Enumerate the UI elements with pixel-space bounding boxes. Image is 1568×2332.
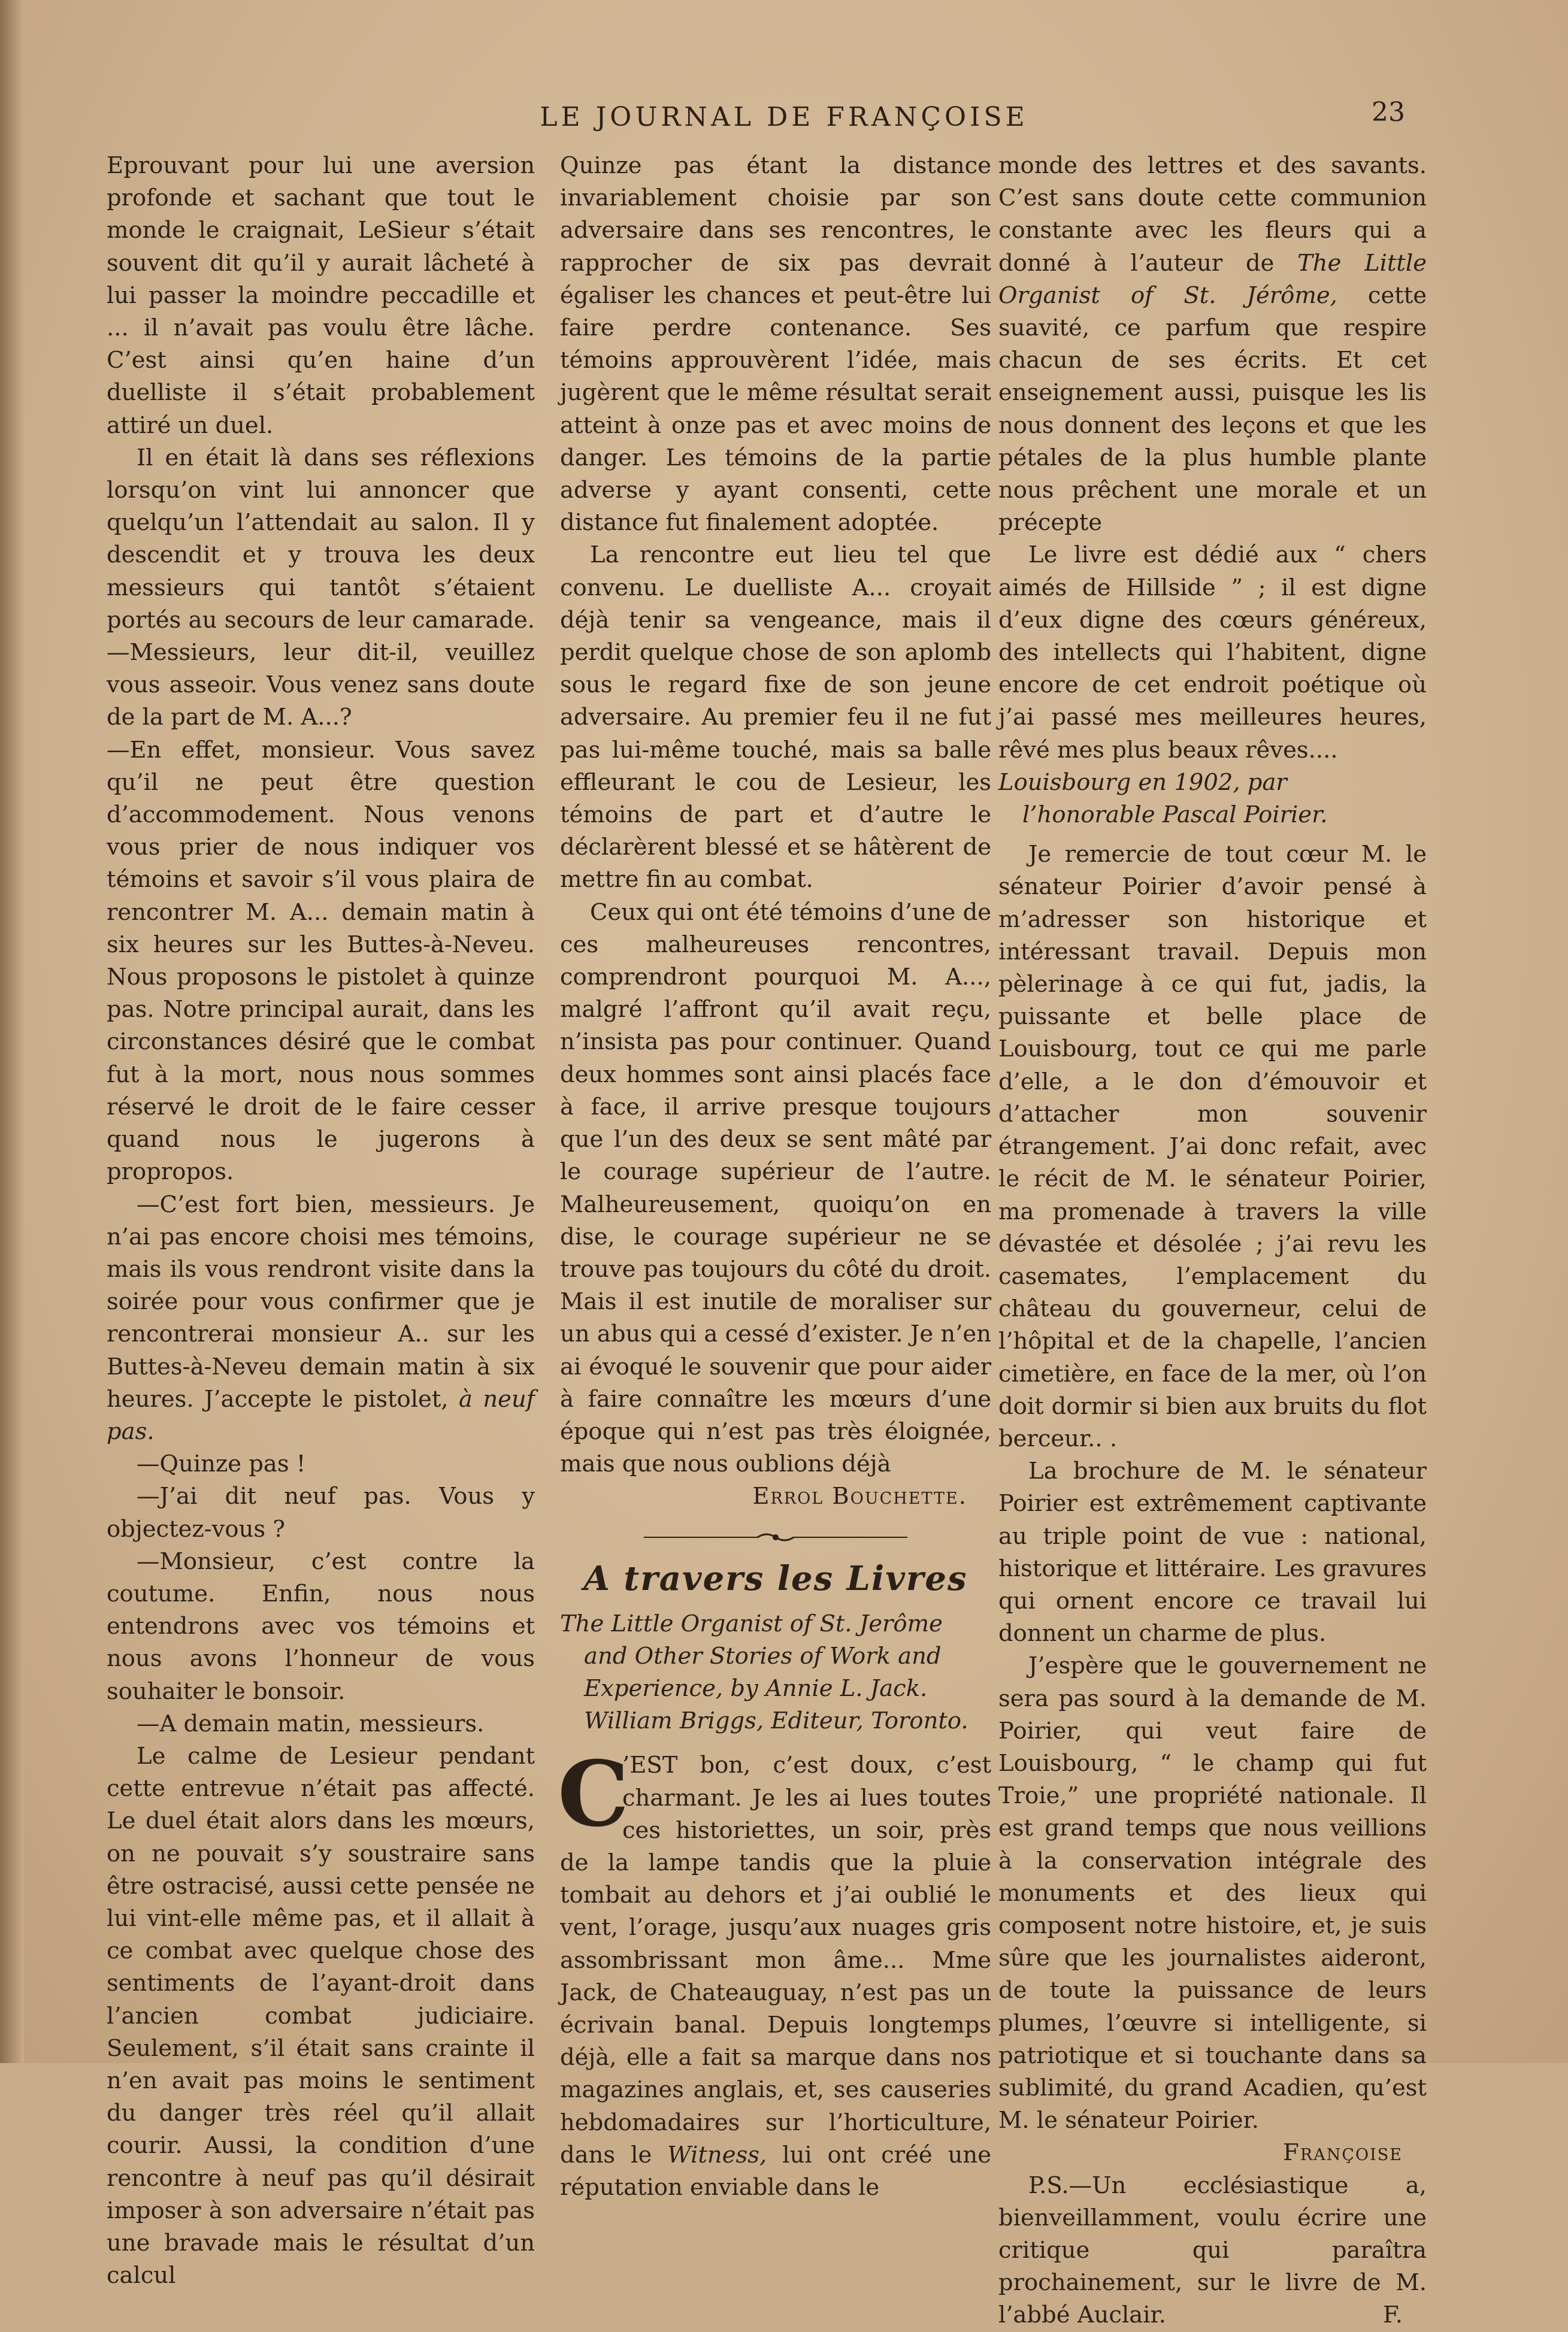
section-title: A travers les Livres xyxy=(583,1558,968,1598)
running-title: LE JOURNAL DE FRANÇOISE xyxy=(540,102,1028,132)
italic-run: Witness, xyxy=(667,2141,767,2169)
column-3 xyxy=(998,150,1427,2332)
italic-run: à neuf pas. xyxy=(107,1385,535,1445)
paragraph: Il en était là dans ses réflexions lorsqu’on vint lui annoncer que quelqu’un l’attendait au salon. Il y descendit et y trouva les deux messieurs qui tantôt s’étaient portés au secours de leur camarade.—Messieurs, leur dit-il, veuillez vous asseoir. Vous venez sans doute de la part de M. A...? xyxy=(107,444,535,731)
drop-cap: C xyxy=(558,1742,629,1848)
column-2 xyxy=(560,150,991,2204)
text-run: monde des lettres et des savants. C’est sans doute cette communion constante avec les fleurs qui a donné à l’auteur de xyxy=(998,152,1427,277)
author-signature: Françoise xyxy=(1283,2139,1403,2167)
page-header xyxy=(0,97,1568,144)
postscript xyxy=(998,2170,1427,2332)
paragraph: Le livre est dédié aux “ chers aimés de Hillside ” ; il est digne d’eux digne des cœurs généreux, des intellects qui l’habitent, digne encore de cet endroit poétique où j’ai passé mes meilleures heures, rêvé mes plus beaux rêves.... xyxy=(998,541,1427,764)
divider-ornament xyxy=(644,1530,907,1544)
text-run: cette suavité, ce parfum que respire chacun de ses écrits. Et cet enseignement aussi, puisque les lis nous donnent des leçons et que les pétales de la plus humble plante nous prêchent une morale et un précepte xyxy=(998,281,1427,537)
paragraph xyxy=(107,1189,535,1449)
book-reference: Louisbourg en 1902, par l’honorable Pascal Poirier. xyxy=(998,768,1328,829)
paragraph: Je remercie de tout cœur M. le sénateur Poirier d’avoir pensé à m’adresser son historique et intéressant travail. Depuis mon pèlerinage à ce qui fut, jadis, la puissante et belle place de Louisbourg, tout ce qui me parle d’elle, a le don d’émouvoir et d’attacher mon souvenir étrangement. J’ai donc refait, avec le récit de M. le sénateur Poirier, ma promenade à travers la ville dévastée et désolée ; j’ai revu les casemates, l’emplacement du château du gouverneur, celui de l’hôpital et de la chapelle, l’ancien cimetière, en face de la mer, où l’on doit dormir si bien aux bruits du flot berceur.. . xyxy=(998,841,1427,1452)
page-edge-shadow xyxy=(0,0,24,2063)
paragraph: Le calme de Lesieur pendant cette entrevue n’était pas affecté. Le duel était alors dans les mœurs, on ne pouvait s’y soustraire sans être ostracisé, aussi cette pensée ne lui vint-elle même pas, et il allait à ce combat avec quelque chose des sentiments de l’ayant-droit dans l’ancien combat judiciaire. Seulement, s’il était sans crainte il n’en avait pas moins le sentiment du danger très réel qu’il allait courir. Aussi, la condition d’une rencontre à neuf pas qu’il désirait imposer à son adversaire n’était pas une bravade mais le résultat d’un calcul xyxy=(107,1742,535,2289)
text-run: lui ont créé une réputation enviable dans le xyxy=(560,2141,992,2201)
page-number: 23 xyxy=(1372,97,1405,128)
postscript-initial: F. xyxy=(1383,2301,1403,2329)
paragraph: —J’ai dit neuf pas. Vous y objectez-vous ? xyxy=(107,1483,535,1543)
paragraph: —Monsieur, c’est contre la coutume. Enfin, nous nous entendrons avec vos témoins et nous avons l’honneur de vous souhaiter le bonsoir. xyxy=(107,1547,535,1705)
paragraph: La brochure de M. le sénateur Poirier est extrêmement captivante au triple point de vue : national, historique et littéraire. Les gravures qui ornent encore ce travail lui donnent un charme de plus. xyxy=(998,1458,1427,1647)
text-run: ’EST bon, c’est doux, c’est charmant. Je les ai lues toutes ces historiettes, un soir, près de la lampe tandis que la pluie tombait au dehors et j’ai oublié le vent, l’orage, jusqu’aux nuages gris assombrissant mon âme... Mme Jack, de Chateauguay, n’est pas un écrivain banal. Depuis longtemps déjà, elle a fait sa marque dans nos magazines anglais, et, ses causeries hebdomadaires sur l’horticulture, dans le xyxy=(560,1752,991,2169)
postscript-text: P.S.—Un ecclésiastique a, bienveillamment, voulu écrire une critique qui paraîtra prochainement, sur le livre de M. l’abbé Auclair. xyxy=(998,2172,1427,2329)
paragraph: La rencontre eut lieu tel que convenu. Le duelliste A... croyait déjà tenir sa vengeance, mais il perdit quelque chose de son aplomb sous le regard fixe de son jeune adversaire. Au premier feu il ne fut pas lui-même touché, mais sa balle effleurant le cou de Lesieur, les témoins de part et d’autre le déclarèrent blessé et se hâtèrent de mettre fin au combat. xyxy=(560,541,991,894)
paragraph xyxy=(558,1742,992,2204)
column-1 xyxy=(107,150,535,2292)
paragraph xyxy=(998,150,1427,539)
author-signature: Errol Bouchette. xyxy=(752,1483,967,1510)
book-reference: The Little Organist of St. Jerôme and Other Stories of Work and Experience, by Annie L. Jack. William Briggs, Editeur, Toronto. xyxy=(560,1610,968,1735)
paragraph: Ceux qui ont été témoins d’une de ces malheureuses rencontres, comprendront pourquoi M. A..., malgré l’affront qu’il avait reçu, n’insista pas pour continuer. Quand deux hommes sont ainsi placés face à face, il arrive presque toujours que l’un des deux se sent mâté par le courage supérieur de l’autre. Malheureusement, quoiqu’on en dise, le courage supérieur ne se trouve pas toujours du côté du droit. Mais il est inutile de moraliser sur un abus qui a cessé d’exister. Je n’en ai évoqué le souvenir que pour aider à faire connaître les mœurs d’une époque qui n’est pas très éloignée, mais que nous oublions déjà xyxy=(560,898,991,1478)
paragraph: Eprouvant pour lui une aversion profonde et sachant que tout le monde le craignait, LeSieur s’était souvent dit qu’il y aurait lâcheté à lui passer la moindre peccadille et ... il n’avait pas voulu être lâche. C’est ainsi qu’en haine d’un duelliste il s’était probablement attiré un duel. xyxy=(107,152,535,439)
paragraph: —Quinze pas ! xyxy=(137,1450,306,1478)
italic-run: The Little Organist of St. Jérôme, xyxy=(998,249,1427,309)
paragraph: Quinze pas étant la distance invariablement choisie par son adversaire dans ses rencontres, le rapprocher de six pas devrait égaliser les chances et peut-être lui faire perdre contenance. Ses témoins approuvèrent l’idée, mais jugèrent que le même résultat serait atteint à onze pas et avec moins de danger. Les témoins de la partie adverse y ayant consenti, cette distance fut finalement adoptée. xyxy=(560,152,991,537)
paragraph: —A demain matin, messieurs. xyxy=(137,1710,485,1737)
paragraph: —En effet, monsieur. Vous savez qu’il ne peut être question d’accommodement. Nous venons vous prier de nous indiquer vos témoins et savoir s’il vous plaira de rencontrer M. A... demain matin à six heures sur les Buttes-à-Neveu. Nous proposons le pistolet à quinze pas. Notre principal aurait, dans les circonstances désiré que le combat fut à la mort, nous nous sommes réservé le droit de le faire cesser quand nous le jugerons à propropos. xyxy=(107,736,535,1186)
text-run: —C’est fort bien, messieurs. Je n’ai pas encore choisi mes témoins, mais ils vous rendront visite dans la soirée pour vous confirmer que je rencontrerai monsieur A.. sur les Buttes-à-Neveu demain matin à six heures. J’accepte le pistolet, xyxy=(107,1191,535,1413)
paragraph: J’espère que le gouvernement ne sera pas sourd à la demande de M. Poirier, qui veut faire de Louisbourg, “ le champ qui fut Troie,” une propriété nationale. Il est grand temps que nous veillions à la conservation intégrale des monuments et des lieux qui composent notre histoire, et, je suis sûre que les journalistes aideront, de toute la puissance de leurs plumes, l’œuvre si intelligente, si patriotique et si touchante dans sa sublimité, du grand Acadien, qu’est M. le sénateur Poirier. xyxy=(998,1652,1427,2134)
